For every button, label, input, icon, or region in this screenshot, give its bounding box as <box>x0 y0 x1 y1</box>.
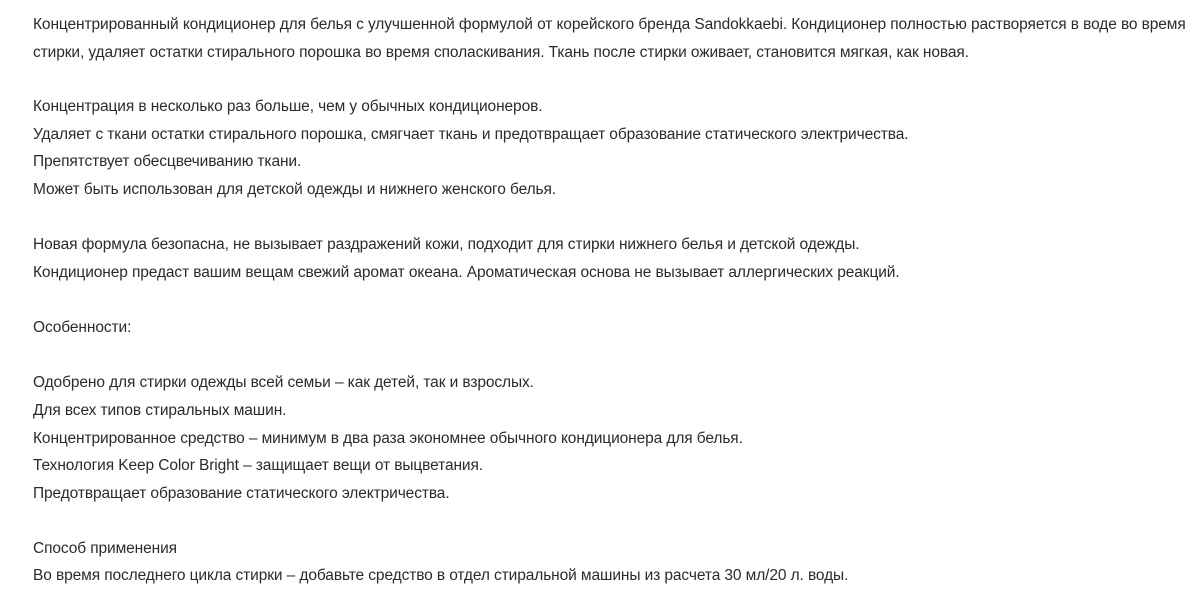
intro-line-1: Концентрированный кондиционер для белья с улучшенной формулой от корейского бренда Sandokkaebi. Кондиционер полностью растворяется в воде во время <box>33 16 1186 33</box>
intro-line-2: стирки, удаляет остатки стирального порошка во время споласкивания. Ткань после стирки оживает, становится мягкая, как новая. <box>33 44 969 61</box>
benefit-item: Может быть использован для детской одежды и нижнего женского белья. <box>33 181 557 198</box>
feature-item: Одобрено для стирки одежды всей семьи – как детей, так и взрослых. <box>33 374 534 391</box>
safety-item: Кондиционер предаст вашим вещам свежий аромат океана. Ароматическая основа не вызывает аллергических реакций. <box>33 264 900 281</box>
usage-text: Во время последнего цикла стирки – добавьте средство в отдел стиральной машины из расчета 30 мл/20 л. воды. <box>33 567 849 584</box>
safety-item: Новая формула безопасна, не вызывает раздражений кожи, подходит для стирки нижнего белья и детской одежды. <box>33 236 860 253</box>
benefit-item: Концентрация в несколько раз больше, чем у обычных кондиционеров. <box>33 98 543 115</box>
feature-item: Концентрированное средство – минимум в два раза экономнее обычного кондиционера для белья. <box>33 430 743 447</box>
feature-item: Технология Keep Color Bright – защищает вещи от выцветания. <box>33 457 483 474</box>
benefit-item: Препятствует обесцвечиванию ткани. <box>33 153 302 170</box>
feature-item: Для всех типов стиральных машин. <box>33 402 287 419</box>
feature-item: Предотвращает образование статического электричества. <box>33 485 450 502</box>
features-heading: Особенности: <box>33 319 132 336</box>
benefit-item: Удаляет с ткани остатки стирального порошка, смягчает ткань и предотвращает образование статического электричества. <box>33 126 909 143</box>
usage-heading: Способ применения <box>33 540 177 557</box>
